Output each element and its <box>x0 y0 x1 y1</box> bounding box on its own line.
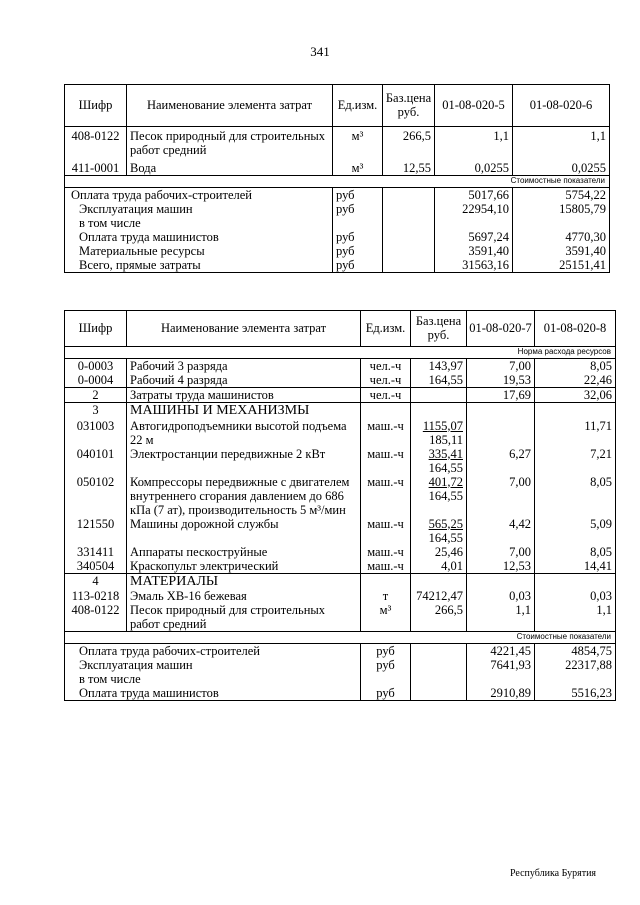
row-code: 411-0001 <box>65 157 127 176</box>
summary-row <box>65 230 610 244</box>
row-price: 266,5 <box>383 127 435 158</box>
row-unit: маш.-ч <box>361 447 411 475</box>
summary-row <box>65 658 616 672</box>
cost-table-1 <box>64 84 610 273</box>
summary-name: Эксплуатация машин <box>65 202 333 216</box>
row-value-2: 5,09 <box>535 517 616 545</box>
row-code: 050102 <box>65 475 127 517</box>
column-header: Ед.изм. <box>361 311 411 347</box>
table-row <box>65 447 616 475</box>
summary-value-2: 3591,40 <box>513 244 610 258</box>
summary-unit: руб <box>333 258 383 273</box>
subheader-row <box>65 632 616 644</box>
summary-value-2: 15805,79 <box>513 202 610 216</box>
summary-value-1: 5017,66 <box>435 187 513 202</box>
row-unit: м³ <box>333 127 383 158</box>
summary-unit: руб <box>361 644 411 659</box>
table-row <box>65 589 616 603</box>
row-price: 25,46 <box>411 545 467 559</box>
row-value-1 <box>467 419 535 447</box>
row-value-1: 1,1 <box>467 603 535 632</box>
row-price: 12,55 <box>383 157 435 176</box>
section-row <box>65 573 616 589</box>
footer-region: Республика Бурятия <box>510 868 597 879</box>
row-code: 031003 <box>65 419 127 447</box>
summary-unit: руб <box>333 230 383 244</box>
summary-unit: руб <box>333 187 383 202</box>
table-row <box>65 603 616 632</box>
table-row <box>65 358 616 373</box>
column-header: Шифр <box>65 311 127 347</box>
summary-unit: руб <box>333 202 383 216</box>
row-name: Аппараты пескоструйные <box>127 545 361 559</box>
row-value-1: 4,42 <box>467 517 535 545</box>
table-row <box>65 127 610 158</box>
column-header: Ед.изм. <box>333 85 383 127</box>
summary-row <box>65 672 616 686</box>
row-value-2: 1,1 <box>513 127 610 158</box>
row-price: 401,72 164,55 <box>411 475 467 517</box>
row-unit: маш.-ч <box>361 545 411 559</box>
row-name: Краскопульт электрический <box>127 559 361 574</box>
table-row <box>65 475 616 517</box>
summary-unit: руб <box>361 658 411 672</box>
column-header: Баз.цена руб. <box>411 311 467 347</box>
row-price: 4,01 <box>411 559 467 574</box>
row-code: 408-0122 <box>65 127 127 158</box>
column-header: 01-08-020-8 <box>535 311 616 347</box>
summary-name: Оплата труда машинистов <box>65 230 333 244</box>
summary-row <box>65 686 616 701</box>
table-row <box>65 387 616 402</box>
summary-name: Эксплуатация машин <box>65 658 361 672</box>
subheader-cost-indicators: Стоимостные показатели <box>65 176 610 188</box>
summary-row <box>65 202 610 216</box>
section-code: 3 <box>65 402 127 418</box>
subheader-resource-norms: Норма расхода ресурсов <box>65 347 616 359</box>
row-value-2: 8,05 <box>535 545 616 559</box>
row-value-1: 19,53 <box>467 373 535 388</box>
summary-value-2: 25151,41 <box>513 258 610 273</box>
summary-row <box>65 644 616 659</box>
row-price: 143,97 <box>411 358 467 373</box>
subheader-row <box>65 176 610 188</box>
row-value-2: 14,41 <box>535 559 616 574</box>
section-code: 4 <box>65 573 127 589</box>
row-code: 408-0122 <box>65 603 127 632</box>
row-code: 040101 <box>65 447 127 475</box>
column-header: Наименование элемента затрат <box>127 311 361 347</box>
row-value-2: 0,03 <box>535 589 616 603</box>
summary-value-2: 22317,88 <box>535 658 616 672</box>
row-value-2: 8,05 <box>535 358 616 373</box>
row-unit: маш.-ч <box>361 419 411 447</box>
summary-value-1: 3591,40 <box>435 244 513 258</box>
row-value-2: 32,06 <box>535 387 616 402</box>
summary-row <box>65 244 610 258</box>
summary-name: в том числе <box>65 216 333 230</box>
row-value-1: 7,00 <box>467 545 535 559</box>
cost-table-2 <box>64 310 616 701</box>
column-header: Шифр <box>65 85 127 127</box>
column-header: 01-08-020-7 <box>467 311 535 347</box>
row-value-1: 17,69 <box>467 387 535 402</box>
summary-name: Материальные ресурсы <box>65 244 333 258</box>
summary-value-2: 5754,22 <box>513 187 610 202</box>
summary-row <box>65 258 610 273</box>
row-name: Вода <box>127 157 333 176</box>
row-name: Затраты труда машинистов <box>127 387 361 402</box>
table-row <box>65 157 610 176</box>
summary-name: Всего, прямые затраты <box>65 258 333 273</box>
summary-value-2: 5516,23 <box>535 686 616 701</box>
row-name: Эмаль ХВ-16 бежевая <box>127 589 361 603</box>
row-value-2: 1,1 <box>535 603 616 632</box>
summary-value-1: 7641,93 <box>467 658 535 672</box>
row-name: Рабочий 4 разряда <box>127 373 361 388</box>
summary-name: в том числе <box>65 672 361 686</box>
row-code: 0-0003 <box>65 358 127 373</box>
row-code: 121550 <box>65 517 127 545</box>
row-price: 164,55 <box>411 373 467 388</box>
table-header <box>65 311 616 347</box>
table-row <box>65 373 616 388</box>
summary-unit: руб <box>361 686 411 701</box>
row-value-1: 0,03 <box>467 589 535 603</box>
row-name: Машины дорожной службы <box>127 517 361 545</box>
row-unit: чел.-ч <box>361 358 411 373</box>
section-row <box>65 402 616 418</box>
row-price: 565,25 164,55 <box>411 517 467 545</box>
summary-value-1: 31563,16 <box>435 258 513 273</box>
summary-value-2: 4770,30 <box>513 230 610 244</box>
row-unit: маш.-ч <box>361 475 411 517</box>
row-unit: м³ <box>333 157 383 176</box>
row-value-1: 12,53 <box>467 559 535 574</box>
row-name: Автогидроподъемники высотой подъема 22 м <box>127 419 361 447</box>
row-name: Рабочий 3 разряда <box>127 358 361 373</box>
summary-name: Оплата труда машинистов <box>65 686 361 701</box>
row-unit: м³ <box>361 603 411 632</box>
row-value-1: 1,1 <box>435 127 513 158</box>
row-name: Электростанции передвижные 2 кВт <box>127 447 361 475</box>
row-code: 0-0004 <box>65 373 127 388</box>
table-row <box>65 559 616 574</box>
row-unit: чел.-ч <box>361 373 411 388</box>
subheader-row <box>65 347 616 359</box>
subheader-cost-indicators: Стоимостные показатели <box>65 632 616 644</box>
row-value-1: 6,27 <box>467 447 535 475</box>
row-value-1: 7,00 <box>467 358 535 373</box>
row-price: 335,41 164,55 <box>411 447 467 475</box>
summary-value-1: 2910,89 <box>467 686 535 701</box>
row-price <box>411 387 467 402</box>
section-title: МАТЕРИАЛЫ <box>127 573 361 589</box>
table-header <box>65 85 610 127</box>
row-value-2: 0,0255 <box>513 157 610 176</box>
section-title: МАШИНЫ И МЕХАНИЗМЫ <box>127 402 361 418</box>
summary-value-2: 4854,75 <box>535 644 616 659</box>
column-header: Наименование элемента затрат <box>127 85 333 127</box>
summary-unit: руб <box>333 244 383 258</box>
summary-name: Оплата труда рабочих-строителей <box>65 644 361 659</box>
table-row <box>65 419 616 447</box>
row-unit: чел.-ч <box>361 387 411 402</box>
row-value-2: 11,71 <box>535 419 616 447</box>
row-price: 266,5 <box>411 603 467 632</box>
row-price: 74212,47 <box>411 589 467 603</box>
row-unit: маш.-ч <box>361 559 411 574</box>
row-unit: т <box>361 589 411 603</box>
row-value-2: 8,05 <box>535 475 616 517</box>
column-header: 01-08-020-5 <box>435 85 513 127</box>
summary-name: Оплата труда рабочих-строителей <box>65 187 333 202</box>
row-value-2: 7,21 <box>535 447 616 475</box>
row-unit: маш.-ч <box>361 517 411 545</box>
row-code: 113-0218 <box>65 589 127 603</box>
table-row <box>65 517 616 545</box>
summary-value-1: 4221,45 <box>467 644 535 659</box>
row-value-1: 7,00 <box>467 475 535 517</box>
row-price: 1155,07 185,11 <box>411 419 467 447</box>
table-row <box>65 545 616 559</box>
row-name: Компрессоры передвижные с двигателем внутреннего сгорания давлением до 686 кПа (7 ат), производительность 5 м³/мин <box>127 475 361 517</box>
column-header: Баз.цена руб. <box>383 85 435 127</box>
row-code: 340504 <box>65 559 127 574</box>
summary-row <box>65 216 610 230</box>
summary-value-1: 22954,10 <box>435 202 513 216</box>
row-code: 331411 <box>65 545 127 559</box>
row-name: Песок природный для строительных работ средний <box>127 603 361 632</box>
summary-row <box>65 187 610 202</box>
row-value-2: 22,46 <box>535 373 616 388</box>
row-code: 2 <box>65 387 127 402</box>
column-header: 01-08-020-6 <box>513 85 610 127</box>
row-value-1: 0,0255 <box>435 157 513 176</box>
summary-value-1: 5697,24 <box>435 230 513 244</box>
row-name: Песок природный для строительных работ средний <box>127 127 333 158</box>
page-number: 341 <box>310 44 330 59</box>
